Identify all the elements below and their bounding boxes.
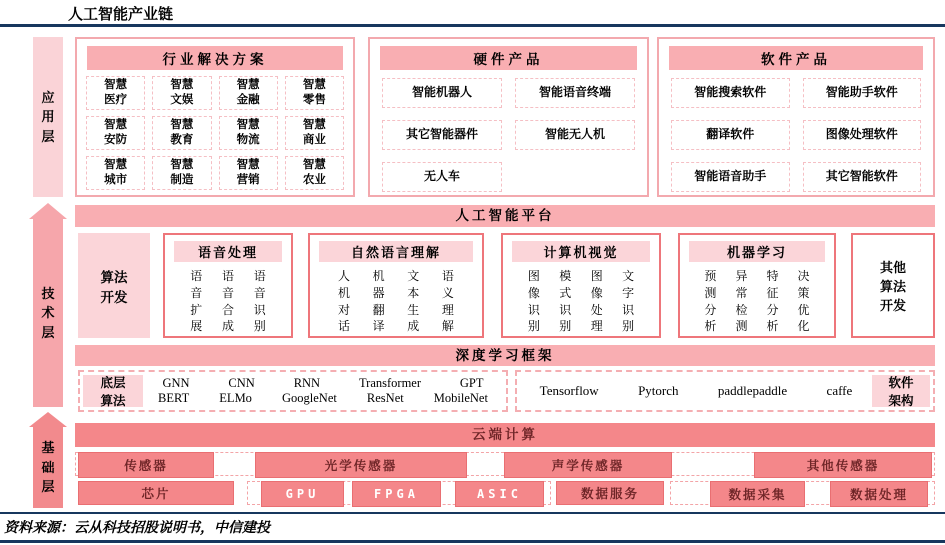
hardware-item: 其它智能器件 xyxy=(382,120,502,150)
hardware-item: 智能无人机 xyxy=(515,120,635,150)
algorithm-name: CNN xyxy=(228,375,255,390)
algorithm-name: MobileNet xyxy=(433,391,488,406)
computer-vision-title: 计算机视觉 xyxy=(512,241,650,262)
solution-item: 智慧教育 xyxy=(152,116,211,150)
algorithm-name: GPT xyxy=(459,375,484,390)
solution-item: 智慧制造 xyxy=(152,156,211,190)
other-algorithm-dev-box: 其他算法开发 xyxy=(851,233,935,338)
framework-name: Pytorch xyxy=(638,383,679,398)
domain-item: 图像识别 xyxy=(527,269,540,334)
top-divider xyxy=(0,24,945,27)
software-architecture-label: 软件架构 xyxy=(872,375,930,407)
data-item-box: 数据采集 xyxy=(710,481,805,507)
solution-item: 智慧城市 xyxy=(86,156,145,190)
solution-item: 智慧农业 xyxy=(285,156,344,190)
industry-solutions-grid xyxy=(77,74,353,196)
chip-type-box: ASIC xyxy=(455,481,544,507)
machine-learning-title: 机器学习 xyxy=(689,241,825,262)
software-frameworks-box xyxy=(515,370,935,412)
domain-item: 图像处理 xyxy=(590,269,603,334)
industry-solutions-panel xyxy=(75,37,355,197)
algorithm-name: GNN xyxy=(162,375,190,390)
hardware-item: 智能语音终端 xyxy=(515,78,635,108)
hardware-products-panel xyxy=(368,37,649,197)
layer-application-label: 应用层 xyxy=(41,89,55,144)
software-products-panel xyxy=(657,37,935,197)
domain-item: 模式识别 xyxy=(559,269,572,334)
sensor-box: 声学传感器 xyxy=(504,452,672,478)
domain-item: 语音识别 xyxy=(253,269,266,334)
domain-item: 语音合成 xyxy=(221,269,234,334)
domain-item: 语音扩展 xyxy=(190,269,203,334)
domain-item: 异常检测 xyxy=(735,269,748,334)
page-title: 人工智能产业链 xyxy=(68,6,174,23)
bottom-divider xyxy=(0,540,945,543)
speech-processing-box xyxy=(163,233,293,338)
up-arrow-icon xyxy=(29,203,67,219)
domain-item: 预测分析 xyxy=(704,269,717,334)
software-item: 其它智能软件 xyxy=(803,162,922,192)
solution-item: 智慧文娱 xyxy=(152,76,211,110)
domain-item: 文字识别 xyxy=(622,269,635,334)
base-algorithms-label: 底层算法 xyxy=(83,375,143,407)
cloud-computing-band: 云端计算 xyxy=(75,423,935,447)
solution-item: 智慧医疗 xyxy=(86,76,145,110)
domain-item: 文本生成 xyxy=(407,269,420,334)
solution-item: 智慧商业 xyxy=(285,116,344,150)
deep-learning-framework-band: 深度学习框架 xyxy=(75,345,935,366)
software-item: 智能语音助手 xyxy=(671,162,790,192)
sensors-strip xyxy=(75,452,935,476)
chip-type-box: GPU xyxy=(261,481,344,507)
software-item: 翻译软件 xyxy=(671,120,790,150)
software-products-grid xyxy=(659,74,933,198)
layer-technology-label: 技术层 xyxy=(41,285,55,340)
framework-name: Tensorflow xyxy=(539,383,599,398)
domain-item: 机器翻译 xyxy=(372,269,385,334)
base-algorithms-box xyxy=(78,370,508,412)
solution-item: 智慧安防 xyxy=(86,116,145,150)
layer-foundation xyxy=(33,427,63,508)
domain-item: 决策优化 xyxy=(797,269,810,334)
chip-type-box: FPGA xyxy=(352,481,441,507)
computer-vision-box xyxy=(501,233,661,338)
sensor-box: 传感器 xyxy=(78,452,214,478)
solution-item: 智慧物流 xyxy=(219,116,278,150)
framework-name: paddlepaddle xyxy=(717,383,788,398)
solution-item: 智慧金融 xyxy=(219,76,278,110)
hardware-item: 智能机器人 xyxy=(382,78,502,108)
domain-item: 特征分析 xyxy=(766,269,779,334)
nlu-title: 自然语言理解 xyxy=(319,241,473,262)
sensor-box: 其他传感器 xyxy=(754,452,932,478)
nlu-box xyxy=(308,233,484,338)
solution-item: 智慧营销 xyxy=(219,156,278,190)
data-items-strip xyxy=(670,481,935,505)
software-products-title: 软件产品 xyxy=(669,46,923,70)
footer-divider xyxy=(0,512,945,514)
sensor-box: 光学传感器 xyxy=(255,452,467,478)
domain-item: 语义理解 xyxy=(441,269,454,334)
source-note: 资料来源：云从科技招股说明书，中信建投 xyxy=(4,521,270,536)
ai-platform-band: 人工智能平台 xyxy=(75,205,935,227)
domain-item: 人机对话 xyxy=(338,269,351,334)
data-item-box: 数据处理 xyxy=(830,481,928,507)
data-service-box: 数据服务 xyxy=(556,481,664,505)
algorithm-name: GoogleNet xyxy=(282,391,337,406)
algorithm-name: RNN xyxy=(293,375,321,390)
hardware-products-grid xyxy=(370,74,647,198)
algorithm-name: ELMo xyxy=(219,391,252,406)
software-item: 智能搜索软件 xyxy=(671,78,790,108)
algorithm-name: BERT xyxy=(158,391,190,406)
algorithm-name: ResNet xyxy=(366,391,404,406)
software-item: 智能助手软件 xyxy=(803,78,922,108)
chip-box: 芯片 xyxy=(78,481,234,505)
algorithm-name: Transformer xyxy=(358,375,421,390)
industry-solutions-title: 行业解决方案 xyxy=(87,46,343,70)
up-arrow-icon xyxy=(29,412,67,427)
software-item: 图像处理软件 xyxy=(803,120,922,150)
layer-foundation-label: 基础层 xyxy=(41,440,55,495)
algorithm-dev-block: 算法开发 xyxy=(78,233,150,338)
framework-name: caffe xyxy=(826,383,853,398)
machine-learning-box xyxy=(678,233,836,338)
hardware-products-title: 硬件产品 xyxy=(380,46,637,70)
layer-technology xyxy=(33,219,63,407)
speech-processing-title: 语音处理 xyxy=(174,241,282,262)
chip-types-strip xyxy=(247,481,551,505)
solution-item: 智慧零售 xyxy=(285,76,344,110)
hardware-item: 无人车 xyxy=(382,162,502,192)
layer-application xyxy=(33,37,63,197)
